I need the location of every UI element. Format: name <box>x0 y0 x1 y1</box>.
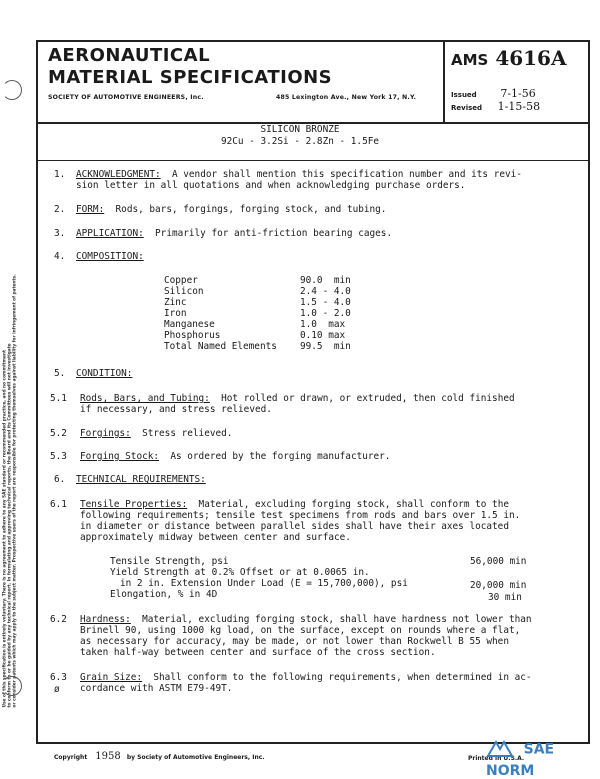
material-formula: 92Cu - 3.2Si - 2.8Zn - 1.5Fe <box>0 136 600 147</box>
s52-num: 5.2 <box>50 428 67 439</box>
s1-head: ACKNOWLEDGMENT: <box>76 169 161 180</box>
s62-text1: Material, excluding forging stock, shall have hardness not lower than <box>142 614 531 625</box>
revised-label: Revised <box>451 104 482 112</box>
tensile-r4-value: 30 min <box>488 592 522 603</box>
header-title-line2: MATERIAL SPECIFICATIONS <box>48 67 332 88</box>
header-divider <box>443 40 445 122</box>
watermark-text: SAE NORM <box>486 742 554 779</box>
s1-line1 <box>76 169 522 180</box>
s61-text4: approximately midway between center and surface. <box>80 532 351 543</box>
material-name: SILICON BRONZE <box>0 124 600 135</box>
comp-element: Copper <box>164 275 198 286</box>
s61-num: 6.1 <box>50 499 67 510</box>
s52-head: Forgings: <box>80 428 131 439</box>
copyright-year: 1958 <box>95 751 120 762</box>
s4-head: COMPOSITION: <box>76 251 144 262</box>
header-title-line1: AERONAUTICAL <box>48 45 210 66</box>
s62-line1 <box>80 614 532 625</box>
s6-num: 6. <box>54 474 65 485</box>
copyright-label: Copyright <box>54 754 87 761</box>
revised-value: 1-15-58 <box>498 100 540 113</box>
s61-line1 <box>80 499 509 510</box>
s63-line1 <box>80 672 532 683</box>
tensile-r3-label: in 2 in. Extension Under Load (E = 15,700,000), psi <box>120 578 408 589</box>
comp-element: Total Named Elements <box>164 341 277 352</box>
issued-value: 7-1-56 <box>500 87 535 100</box>
s62-head: Hardness: <box>80 614 131 625</box>
s3-num: 3. <box>54 228 65 239</box>
ams-designation <box>451 46 567 70</box>
footer-printed: Printed in U.S.A. <box>468 755 524 762</box>
s62-num: 6.2 <box>50 614 67 625</box>
s51-line1 <box>80 393 515 404</box>
s5-head: CONDITION: <box>76 368 132 379</box>
revised-line <box>451 95 540 114</box>
binder-hole-bottom <box>2 676 22 696</box>
s1-text2: sion letter in all quotations and when acknowledging purchase orders. <box>76 180 465 191</box>
binder-hole-top <box>2 80 22 100</box>
s2-text: Rods, bars, forgings, forging stock, and tubing. <box>116 204 387 215</box>
s3-line <box>76 228 392 239</box>
s3-text: Primarily for anti-friction bearing cages. <box>155 228 392 239</box>
s61-text3: in diameter or distance between parallel sides shall have their axes located <box>80 521 509 532</box>
s62-text4: taken half-way between center and surface of the cross section. <box>80 647 436 658</box>
issued-label: Issued <box>451 91 477 99</box>
comp-element: Manganese <box>164 319 215 330</box>
s63-text1: Shall conform to the following requirements, when determined in ac- <box>153 672 531 683</box>
s52-line <box>80 428 232 439</box>
ams-prefix: AMS <box>451 51 488 69</box>
footer-copyright <box>54 751 265 762</box>
comp-value: 1.0 - 2.0 <box>300 308 351 319</box>
comp-element: Iron <box>164 308 187 319</box>
s1-num: 1. <box>54 169 65 180</box>
title-rule <box>36 160 590 161</box>
s1-text1: A vendor shall mention this specification number and its revi- <box>172 169 522 180</box>
s51-text1: Hot rolled or drawn, or extruded, then cold finished <box>221 393 515 404</box>
comp-element: Silicon <box>164 286 204 297</box>
copyright-holder: by Society of Automotive Engineers, Inc. <box>127 754 265 761</box>
s61-head: Tensile Properties: <box>80 499 187 510</box>
tensile-r4-label: Elongation, % in 4D <box>110 589 217 600</box>
s63-head: Grain Size: <box>80 672 142 683</box>
ams-number: 4616A <box>495 46 566 70</box>
tensile-r1-value: 56,000 min <box>470 556 526 567</box>
s62-text3: as necessary for accuracy, may be made, or not lower than Rockwell B 55 when <box>80 636 509 647</box>
s53-head: Forging Stock: <box>80 451 159 462</box>
s51-head: Rods, Bars, and Tubing: <box>80 393 210 404</box>
s53-num: 5.3 <box>50 451 67 462</box>
watermark <box>486 738 600 779</box>
s61-text2: following requirements; tensile test specimens from rods and bars over 1.5 in. <box>80 510 520 521</box>
disclaimer-line-1: Use of this specification is entirely voluntary. There is no agreement to adhere to any SAE standard or recommended practice, and no commitment <box>3 68 8 708</box>
tensile-r1-label: Tensile Strength, psi <box>110 556 229 567</box>
disclaimer-line-3: or consider patents which may apply to the subject matter. Prospective users of the report are responsible for protecting themselves against liability for infringement of patents. <box>13 68 18 708</box>
s5-num: 5. <box>54 368 65 379</box>
s51-text2: if necessary, and stress relieved. <box>80 404 272 415</box>
disclaimer-sidebar <box>3 68 18 708</box>
s52-text: Stress relieved. <box>142 428 232 439</box>
s6-head: TECHNICAL REQUIREMENTS: <box>76 474 206 485</box>
society-address: 485 Lexington Ave., New York 17, N.Y. <box>276 94 416 101</box>
s61-text1: Material, excluding forging stock, shall conform to the <box>199 499 509 510</box>
comp-value: 90.0 min <box>300 275 351 286</box>
comp-element: Phosphorus <box>164 330 220 341</box>
comp-value: 1.5 - 4.0 <box>300 297 351 308</box>
comp-value: 1.0 max <box>300 319 345 330</box>
comp-element: Zinc <box>164 297 187 308</box>
s53-line <box>80 451 390 462</box>
comp-value: 0.10 max <box>300 330 345 341</box>
s62-text2: Brinell 90, using 1000 kg load, on the surface, except on rounds where a flat, <box>80 625 520 636</box>
s51-num: 5.1 <box>50 393 67 404</box>
s2-num: 2. <box>54 204 65 215</box>
s63-revision-mark: ø <box>54 684 60 695</box>
tensile-r3-value: 20,000 min <box>470 580 526 591</box>
watermark-logo-icon <box>486 738 514 760</box>
disclaimer-line-2: to conform to or be guided by any technical report. In formulating and approving technical reports, the Board and its Committees will not investigate <box>8 68 13 708</box>
comp-value: 99.5 min <box>300 341 351 352</box>
comp-value: 2.4 - 4.0 <box>300 286 351 297</box>
s3-head: APPLICATION: <box>76 228 144 239</box>
society-name: SOCIETY OF AUTOMOTIVE ENGINEERS, Inc. <box>48 94 204 101</box>
s63-text2: cordance with ASTM E79-49T. <box>80 683 232 694</box>
tensile-r2-label: Yield Strength at 0.2% Offset or at 0.0065 in. <box>110 567 370 578</box>
s53-text: As ordered by the forging manufacturer. <box>170 451 390 462</box>
s63-num: 6.3 <box>50 672 67 683</box>
s2-line <box>76 204 386 215</box>
s2-head: FORM: <box>76 204 104 215</box>
s4-num: 4. <box>54 251 65 262</box>
